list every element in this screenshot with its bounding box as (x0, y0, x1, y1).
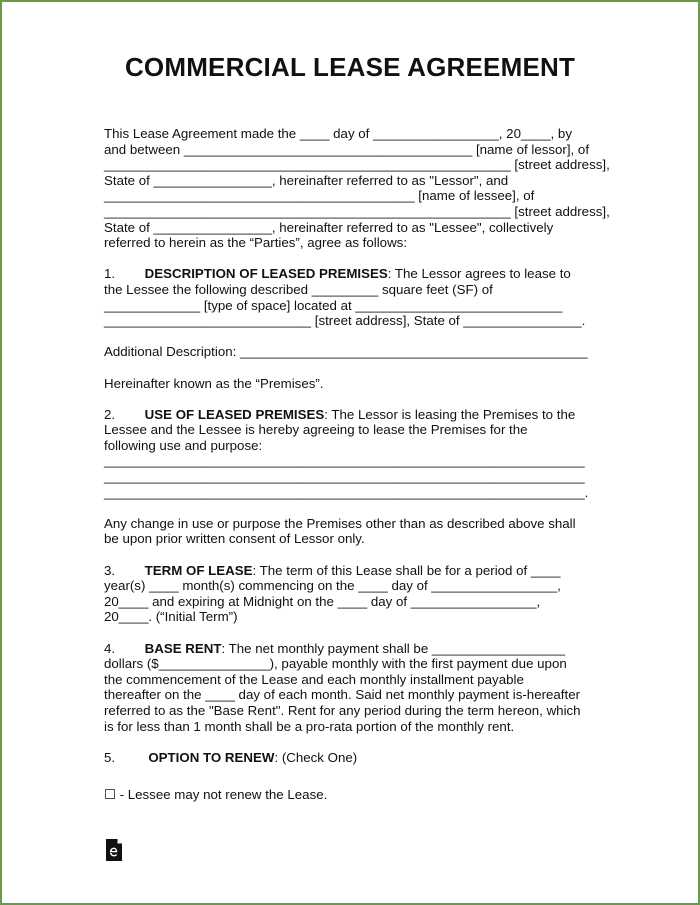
renew-option-label: - Lessee may not renew the Lease. (115, 786, 328, 802)
section-4-first-line (104, 641, 600, 657)
section-heading: TERM OF LEASE (144, 562, 253, 578)
additional-description: Additional Description: _______________________________________________ (104, 344, 588, 360)
intro-line: This Lease Agreement made the ____ day of _________________, 20____, by (104, 126, 572, 141)
section-text: dollars ($_______________), payable monthly with the first payment due upon (104, 656, 567, 672)
section-text: : (Check One) (274, 749, 358, 765)
section-text: : The net monthly payment shall be __________________ (221, 640, 566, 656)
section-text: 20____ and expiring at Midnight on the ____ day of _________________, (104, 593, 541, 609)
section-text: ____________________________ [street address], State of ________________. (104, 313, 586, 329)
section-text: : The Lessor agrees to lease to (387, 266, 571, 282)
intro-line: _______________________________________________________ [street address], (104, 203, 610, 219)
section-text: is for less than 1 month shall be a pro-rata portion of the monthly rent. (104, 718, 515, 734)
blank-line: _________________________________________________________________ (104, 453, 585, 469)
section-number: 5. (104, 749, 116, 765)
section-heading: DESCRIPTION OF LEASED PREMISES (144, 266, 388, 282)
section-1-first-line (104, 266, 600, 282)
checkbox-icon[interactable]: ☐ (104, 786, 116, 802)
eforms-logo-icon (104, 838, 124, 862)
section-5-first-line (104, 750, 600, 766)
section-2-first-line (104, 407, 600, 423)
intro-line: referred to herein as the “Parties”, agree as follows: (104, 235, 408, 251)
intro-line: State of ________________, hereinafter referred to as "Lessee", collectively (104, 219, 554, 235)
section-3-first-line (104, 563, 600, 579)
section-text: : The Lessor is leasing the Premises to the (324, 406, 576, 422)
section-text: _____________ [type of space] located at ____________________________ (104, 297, 563, 313)
intro-line: and between _______________________________________ [name of lessor], of (104, 141, 590, 157)
intro-line: State of ________________, hereinafter referred to as "Lessor", and (104, 172, 509, 188)
blank-line: _________________________________________________________________ (104, 469, 585, 485)
document-body (104, 126, 610, 803)
section-text: the commencement of the Lease and each monthly installment payable (104, 671, 524, 687)
section-number: 2. (104, 406, 116, 422)
section-number: 3. (104, 562, 116, 578)
change-of-use: be upon prior written consent of Lessor only. (104, 531, 365, 547)
premises-definition: Hereinafter known as the “Premises”. (104, 375, 324, 391)
section-heading: BASE RENT (144, 640, 222, 656)
section-text: : The term of this Lease shall be for a period of ____ (252, 562, 561, 578)
section-text: Lessee and the Lessee is hereby agreeing to lease the Premises for the (104, 422, 528, 438)
document-title: COMMERCIAL LEASE AGREEMENT (124, 52, 576, 82)
section-number: 4. (104, 640, 116, 656)
section-text: year(s) ____ month(s) commencing on the ____ day of _________________, (104, 578, 561, 594)
section-text: referred to as the "Base Rent". Rent for any period during the term hereon, which (104, 702, 581, 718)
blank-line: _________________________________________________________________. (104, 484, 589, 500)
change-of-use: Any change in use or purpose the Premises other than as described above shall (104, 515, 576, 531)
section-text: 20____. (“Initial Term”) (104, 609, 238, 625)
section-heading: OPTION TO RENEW (148, 749, 275, 765)
section-number: 1. (104, 266, 116, 282)
section-text: the Lessee the following described _________ square feet (SF) of (104, 281, 493, 297)
renew-option-no[interactable] (104, 787, 600, 803)
section-text: thereafter on the ____ day of each month. Said net monthly payment is-hereafter (104, 687, 581, 703)
intro-line: __________________________________________ [name of lessee], of (104, 188, 535, 204)
section-text: following use and purpose: (104, 437, 263, 453)
section-heading: USE OF LEASED PREMISES (144, 406, 325, 422)
intro-line: _______________________________________________________ [street address], (104, 157, 610, 173)
